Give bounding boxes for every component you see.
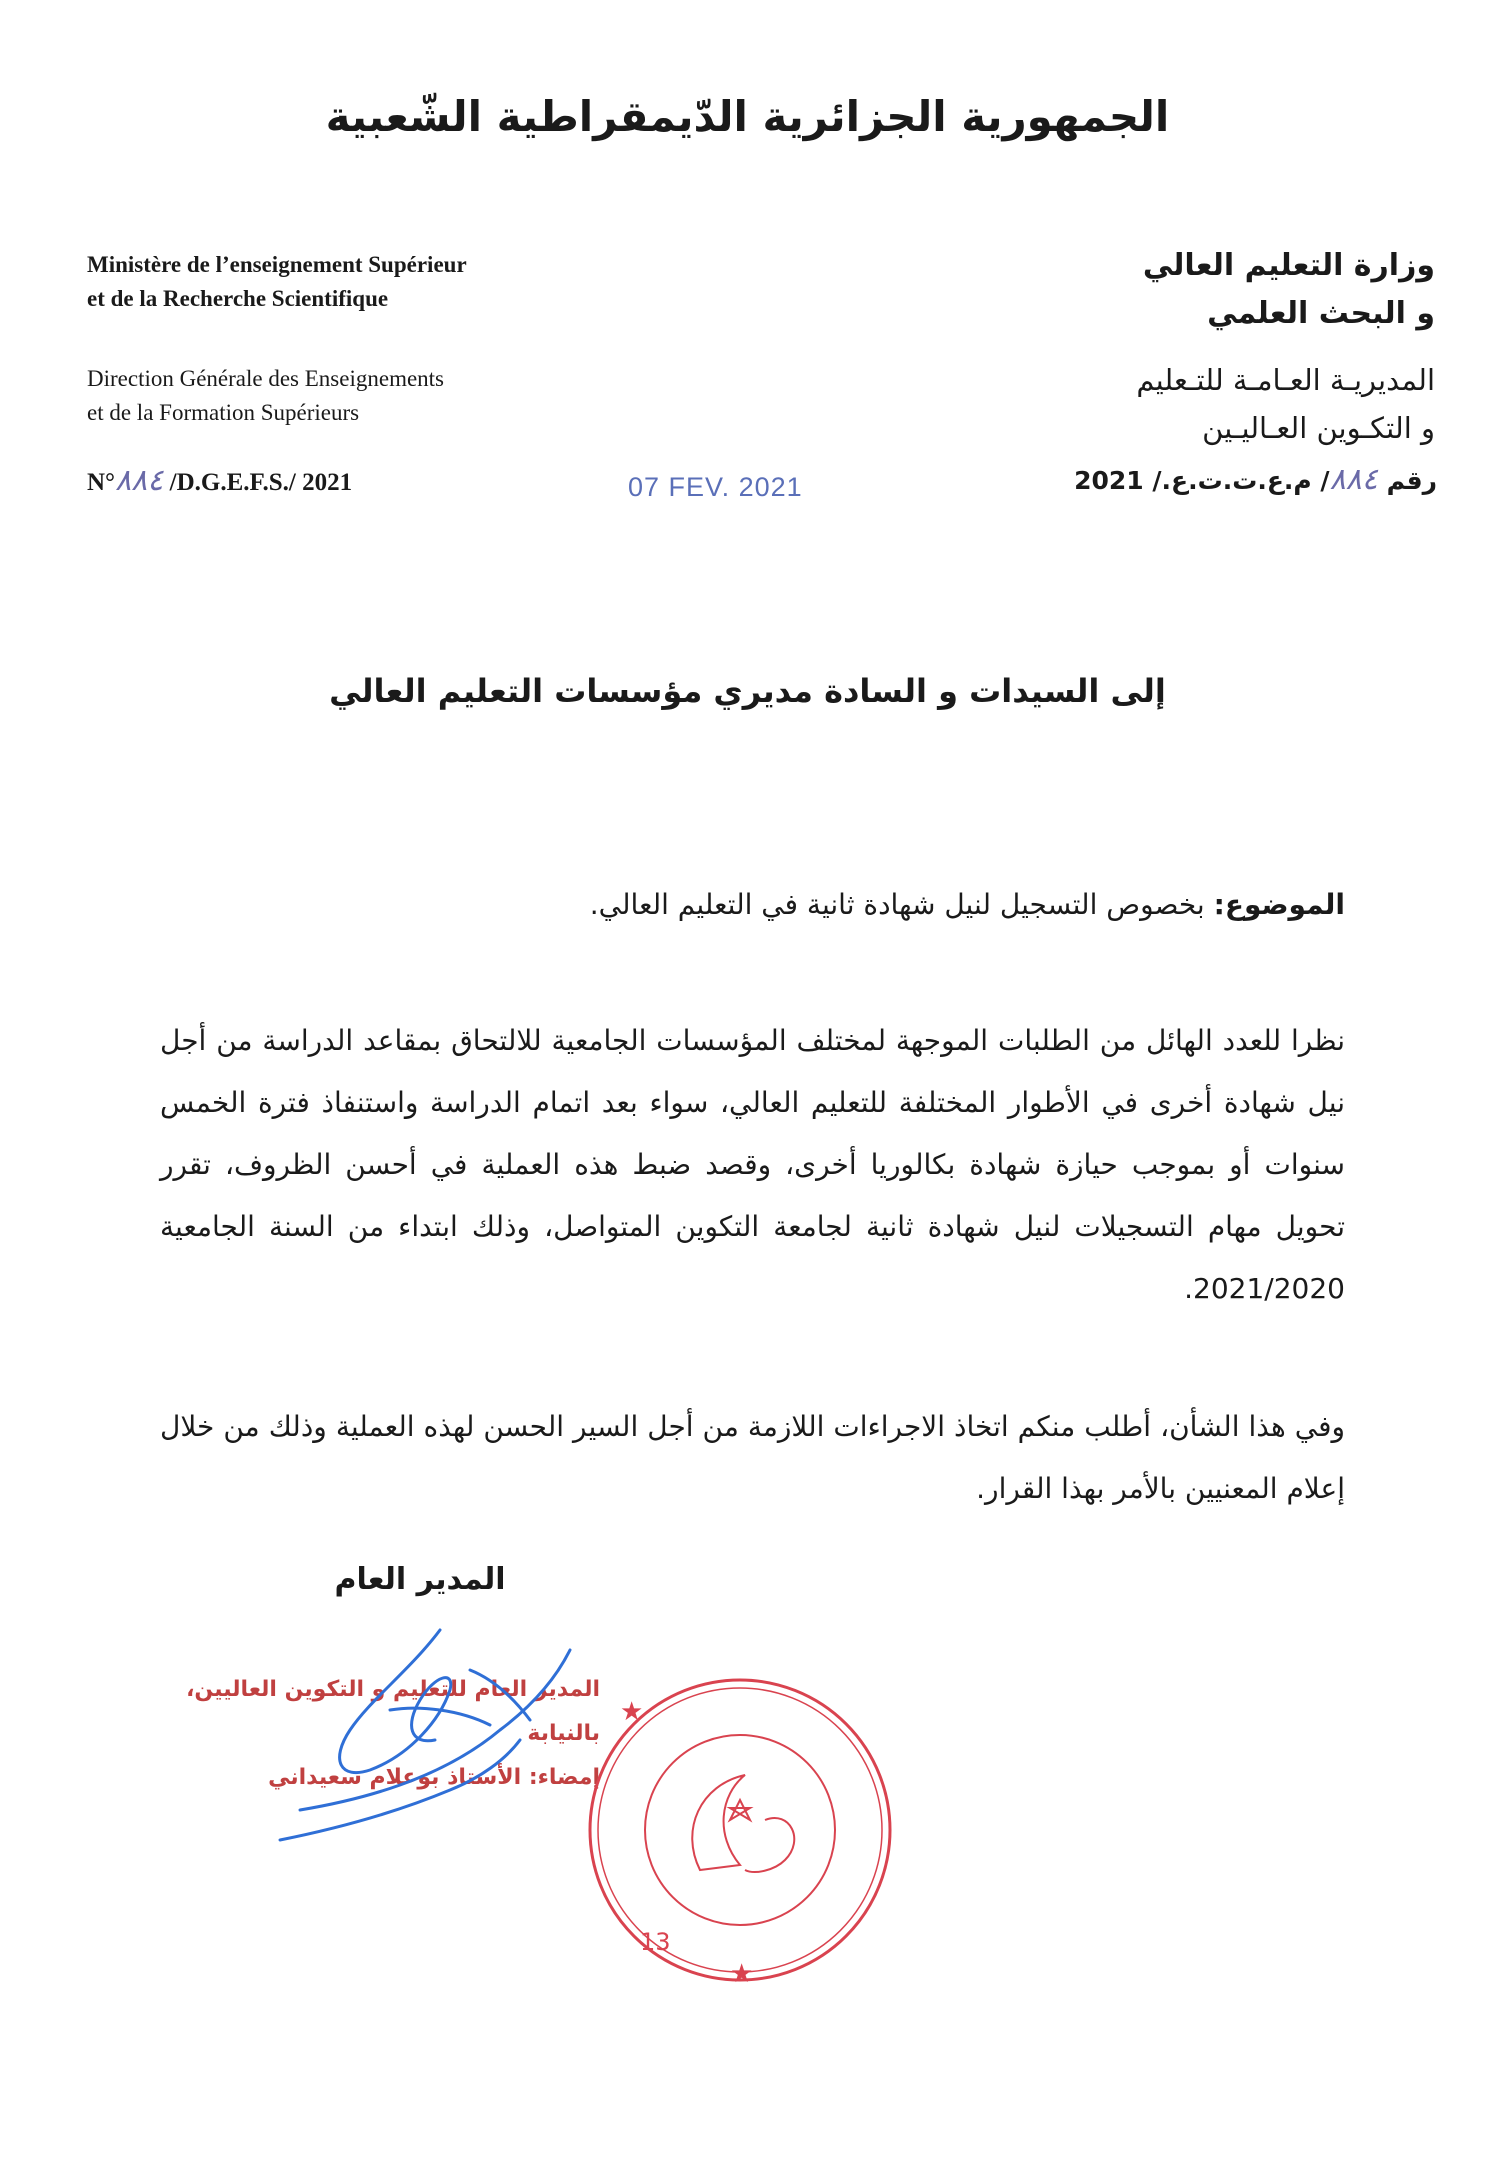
handwritten-number: ٨٨٤ [115,463,164,498]
ar-direction-line1: المديريـة العـامـة للتـعليم [1136,363,1435,397]
fr-direction-block [87,362,444,430]
ar-ref-suffix: / م.ع.ت.ت.ع./ 2021 [1074,466,1330,495]
signature-stamp-line1: المدير العام للتعليم و التكوين العاليين، بالنيابة [186,1677,600,1746]
fr-reference-number [87,463,352,498]
ar-ministry-block [975,242,1435,338]
ar-direction-block [975,356,1435,452]
fr-direction-line2: et de la Formation Supérieurs [87,400,360,425]
handwritten-signature-icon [240,1610,600,1850]
subject-text: بخصوص التسجيل لنيل شهادة ثانية في التعليم العالي. [589,888,1214,921]
body-paragraph-1: نظرا للعدد الهائل من الطلبات الموجهة لمختلف المؤسسات الجامعية للالتحاق بمقاعد الدراسة من أجل نيل شهادة أخرى في الأطوار المختلفة للتعليم العالي، سواء بعد اتمام الدراسة واستنفاذ فترة الخمس سنوات أو بموجب حيازة شهادة بكالوريا أخرى، وقصد ضبط هذه العملية في أحسن الظروف، تقرر تحويل مهام التسجيلات لنيل شهادة ثانية لجامعة التكوين المتواصل، وذلك ابتداء من السنة الجامعية 2021/2020. [160,1024,1345,1305]
seal-number: 13 [640,1928,671,1956]
svg-text:★: ★ [730,1959,754,1989]
ar-ref-prefix: رقم [1386,466,1437,495]
subject-line [145,888,1345,921]
ar-reference-number [1074,462,1437,497]
fr-ministry-block [87,248,467,316]
fr-ref-suffix: /D.G.E.F.S./ 2021 [169,469,353,496]
ar-handwritten-number: ٨٨٤ [1329,462,1378,497]
subject-label: الموضوع: [1213,888,1345,921]
fr-ministry-line1: Ministère de l’enseignement Supérieur [87,252,467,277]
body-paragraph-2: وفي هذا الشأن، أطلب منكم اتخاذ الاجراءات اللازمة من أجل السير الحسن لهذه العملية وذلك من خلال إعلام المعنيين بالأمر بهذا القرار. [160,1410,1345,1505]
addressee: إلى السيدات و السادة مديري مؤسسات التعليم العالي [329,672,1166,710]
ar-ministry-line2: و البحث العلمي [1207,296,1435,331]
svg-text:★: ★ [620,1697,644,1727]
fr-direction-line1: Direction Générale des Enseignements [87,366,445,391]
official-seal-icon [580,1670,900,1990]
signature-stamp-line2: إمضاء: الأستاذ بوعلام سعيداني [268,1765,600,1790]
fr-ministry-line2: et de la Recherche Scientifique [87,286,389,311]
ar-ministry-line1: وزارة التعليم العالي [1142,248,1435,283]
date-stamp: 07 FEV. 2021 [628,472,803,502]
ar-direction-line2: و التكـوين العـاليـين [1202,411,1435,445]
republic-title: الجمهورية الجزائرية الدّيمقراطية الشّعبية [325,92,1170,141]
fr-ref-prefix: N° [87,469,116,496]
signatory-title: المدير العام [334,1562,506,1597]
